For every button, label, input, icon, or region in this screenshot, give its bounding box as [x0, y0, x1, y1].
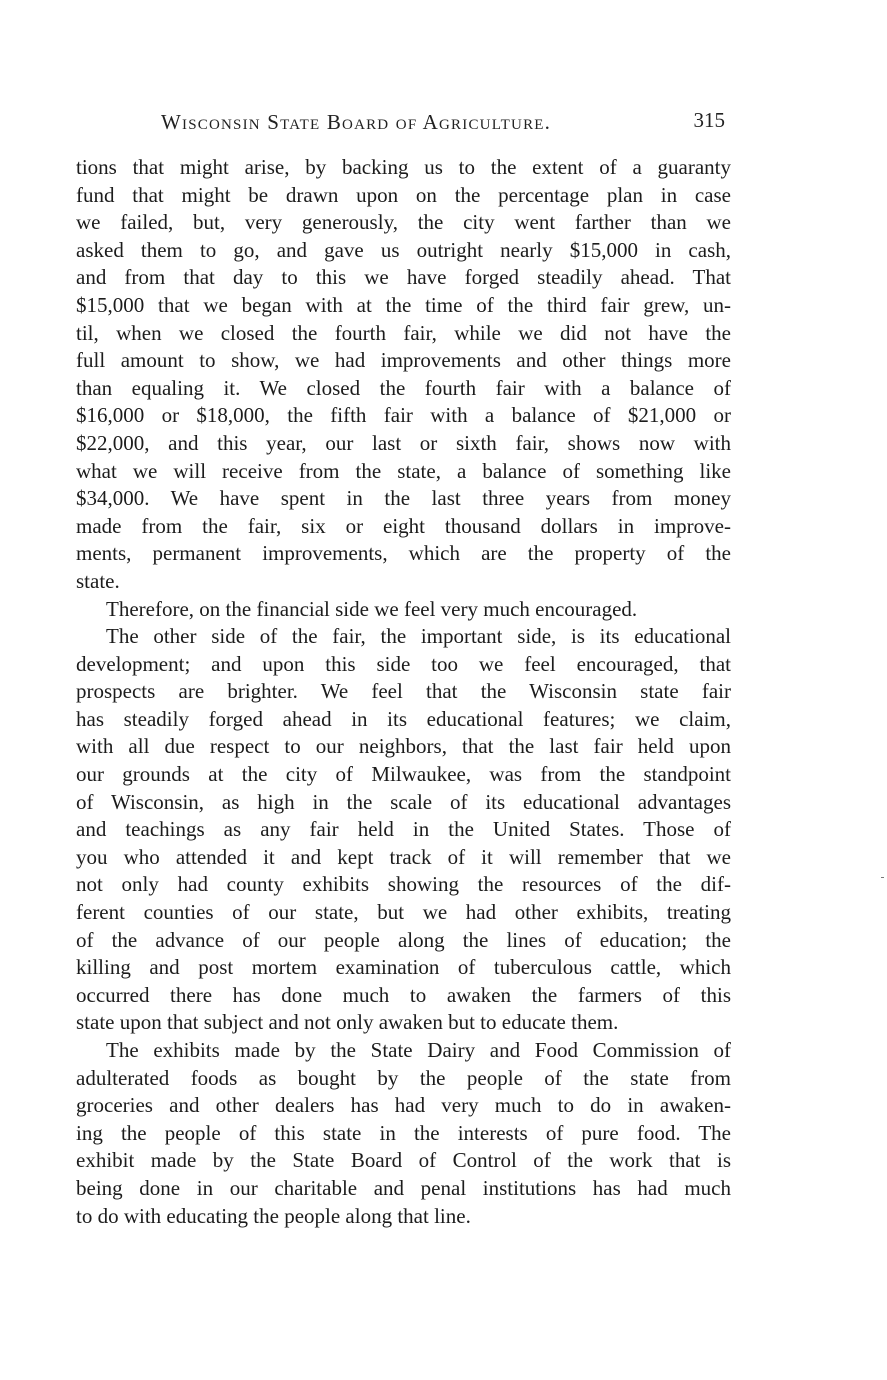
text-line: fund that might be drawn upon on the percentage plan in case — [76, 182, 731, 207]
text-line: $22,000, and this year, our last or sixth fair, shows now with — [76, 430, 731, 455]
paragraph — [76, 623, 731, 1037]
text-line: groceries and other dealers has had very much to do in awaken- — [76, 1093, 731, 1118]
text-line: occurred there has done much to awaken the farmers of this — [76, 982, 731, 1007]
paragraph — [76, 1037, 731, 1230]
text-line: being done in our charitable and penal institutions has had much — [76, 1175, 731, 1200]
text-line: of Wisconsin, as high in the scale of its educational advantages — [76, 789, 731, 814]
text-line: Therefore, on the financial side we feel very much encouraged. — [106, 596, 638, 621]
running-head — [76, 100, 731, 144]
body-text — [76, 154, 731, 1230]
text-line: state. — [76, 568, 120, 593]
paragraph — [76, 154, 731, 596]
text-line: $16,000 or $18,000, the fifth fair with a balance of $21,000 or — [76, 403, 731, 428]
text-line: full amount to show, we had improvements and other things more — [76, 348, 731, 373]
text-line: adulterated foods as bought by the people of the state from — [76, 1065, 731, 1090]
scan-speck — [881, 877, 884, 878]
text-line: $34,000. We have spent in the last three years from money — [76, 486, 731, 511]
text-line: and teachings as any fair held in the United States. Those of — [76, 817, 731, 842]
text-line: not only had county exhibits showing the resources of the dif- — [76, 872, 731, 897]
text-line: our grounds at the city of Milwaukee, was from the standpoint — [76, 762, 731, 787]
text-line: til, when we closed the fourth fair, while we did not have the — [76, 320, 731, 345]
book-page — [76, 100, 731, 1340]
text-line: asked them to go, and gave us outright nearly $15,000 in cash, — [76, 237, 731, 262]
text-line: what we will receive from the state, a balance of something like — [76, 458, 731, 483]
text-line: tions that might arise, by backing us to the extent of a guaranty — [76, 155, 731, 179]
page-number: 315 — [693, 108, 725, 132]
running-head-title: Wisconsin State Board of Agriculture. — [161, 110, 552, 134]
text-line: to do with educating the people along that line. — [76, 1203, 471, 1228]
text-line: ferent counties of our state, but we had other exhibits, treating — [76, 900, 731, 925]
text-line: ing the people of this state in the interests of pure food. The — [76, 1120, 731, 1145]
text-line: we failed, but, very generously, the city went farther than we — [76, 210, 731, 235]
paragraph — [76, 596, 731, 624]
text-line: you who attended it and kept track of it will remember that we — [76, 844, 731, 869]
text-line: The exhibits made by the State Dairy and Food Commission of — [106, 1038, 731, 1062]
text-line: development; and upon this side too we feel encouraged, that — [76, 651, 731, 676]
text-line: $15,000 that we began with at the time of the third fair grew, un- — [76, 292, 731, 317]
text-line: ments, permanent improvements, which are the property of the — [76, 541, 731, 566]
text-line: prospects are brighter. We feel that the Wisconsin state fair — [76, 679, 731, 704]
text-line: has steadily forged ahead in its educational features; we claim, — [76, 706, 731, 731]
text-line: The other side of the fair, the important side, is its educational — [106, 624, 731, 649]
text-line: state upon that subject and not only awaken but to educate them. — [76, 1010, 619, 1035]
text-line: made from the fair, six or eight thousand dollars in improve- — [76, 513, 731, 538]
text-line: exhibit made by the State Board of Control of the work that is — [76, 1148, 731, 1173]
text-line: than equaling it. We closed the fourth fair with a balance of — [76, 375, 731, 400]
text-line: with all due respect to our neighbors, that the last fair held upon — [76, 734, 731, 759]
text-line: of the advance of our people along the lines of education; the — [76, 927, 731, 952]
text-line: killing and post mortem examination of tuberculous cattle, which — [76, 955, 731, 980]
text-line: and from that day to this we have forged steadily ahead. That — [76, 265, 731, 290]
